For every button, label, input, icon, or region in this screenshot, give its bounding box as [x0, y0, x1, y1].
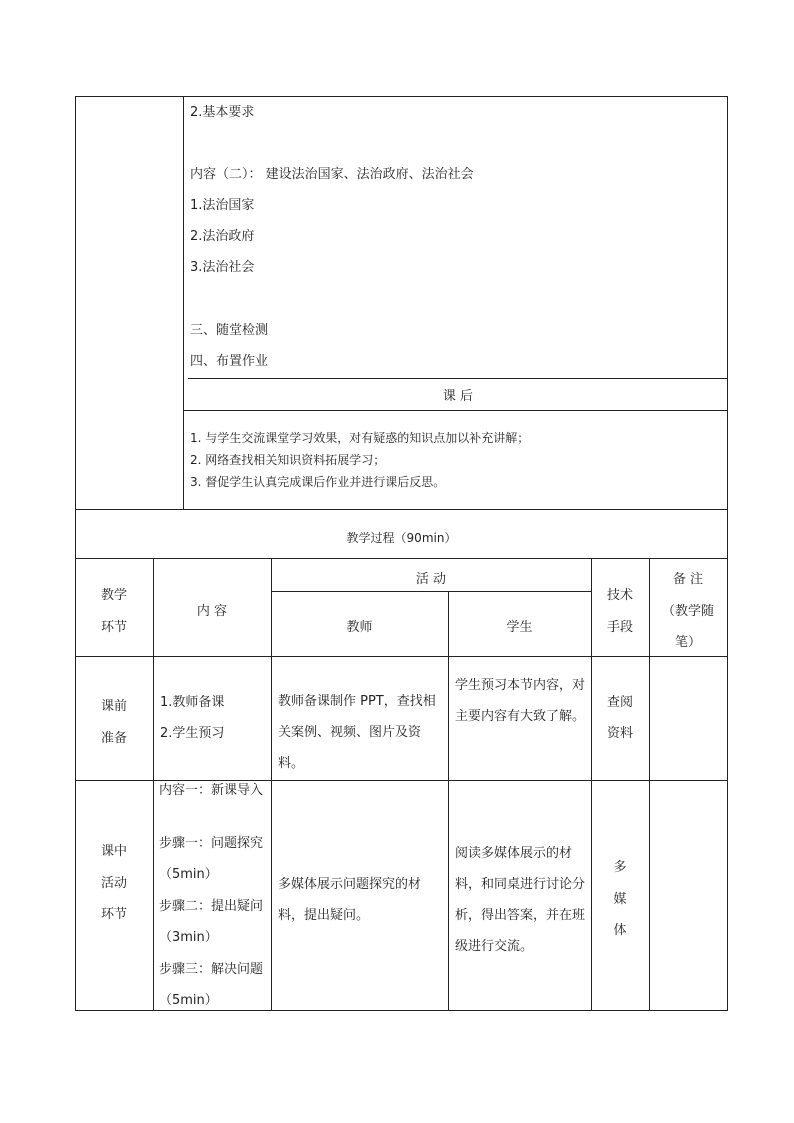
header-activity: 活 动	[415, 572, 447, 587]
section-line: 四、布置作业	[190, 354, 269, 369]
header-stage: 环节	[100, 620, 127, 635]
header-notes: 笔）	[674, 635, 701, 650]
header-notes: 备 注	[672, 572, 704, 587]
row1-student: 学生预习本节内容，对主要内容有大致了解。	[455, 678, 586, 724]
row1-tech: 查阅	[606, 695, 633, 710]
row2-content-1: 内容一：新课导入	[159, 783, 264, 798]
row1-content: 1.教师备课	[160, 695, 225, 710]
row2-content-2: 步骤一：问题探究（5min）	[159, 836, 264, 882]
process-title: 教学过程（90min）	[346, 531, 457, 545]
row1-teacher: 教师备课制作 PPT，查找相关案例、视频、图片及资料。	[278, 694, 436, 771]
after-class-header: 课 后	[442, 389, 474, 404]
row2-tech: 媒	[613, 892, 627, 907]
header-teacher: 教师	[346, 620, 373, 635]
row2-tech: 体	[613, 923, 627, 938]
row1-stage: 课前	[100, 699, 127, 714]
row2-content-3: 步骤二：提出疑问（3min）	[159, 899, 264, 945]
row1-content: 2.学生预习	[160, 726, 225, 741]
header-notes: （教学随	[661, 604, 714, 619]
after-class-item: 2. 网络查找相关知识资料拓展学习；	[190, 453, 386, 467]
header-tech: 手段	[606, 620, 633, 635]
header-student: 学生	[506, 620, 533, 635]
section-line: 1.法治国家	[190, 198, 255, 213]
after-class-item: 1. 与学生交流课堂学习效果，对有疑惑的知识点加以补充讲解；	[190, 431, 530, 445]
row1-stage: 准备	[100, 731, 127, 746]
section-line: 3.法治社会	[190, 260, 255, 275]
header-stage: 教学	[100, 588, 127, 603]
section-line: 内容（二）： 建设法治国家、法治政府、法治社会	[190, 167, 474, 182]
row2-teacher: 多媒体展示问题探究的材料，提出疑问。	[278, 877, 422, 923]
header-tech: 技术	[606, 588, 633, 603]
section-line: 2.基本要求	[190, 105, 255, 120]
section-line: 2.法治政府	[190, 229, 255, 244]
row2-content-4: 步骤三：解决问题（5min）	[159, 962, 264, 1008]
header-content: 内 容	[196, 604, 228, 619]
row2-stage: 环节	[100, 907, 127, 922]
row2-stage: 课中	[100, 844, 127, 859]
row1-tech: 资料	[606, 726, 633, 741]
row2-tech: 多	[613, 860, 627, 875]
row2-stage: 活动	[100, 876, 127, 891]
after-class-item: 3. 督促学生认真完成课后作业并进行课后反思。	[190, 475, 446, 489]
section-line: 三、随堂检测	[190, 323, 269, 338]
row2-student: 阅读多媒体展示的材料，和同桌进行讨论分析，得出答案，并在班级进行交流。	[455, 846, 586, 954]
